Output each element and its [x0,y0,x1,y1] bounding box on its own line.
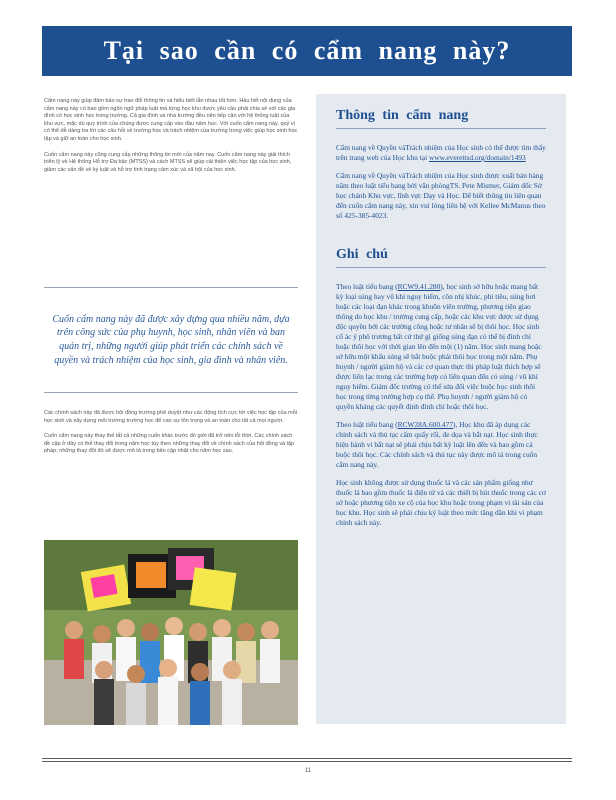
intro-paragraph-1: Cẩm nang này giúp đảm bảo sự trao đổi thông tin và hiểu biết lẫn nhau tốt hơn. Hầu hết nội dung của cẩm nang này có bao gồm ngôn ngữ pháp luật mà từng học khu được yêu cầu phải chia sẻ với các gia đình có học sinh học trong trường. Cả gia đình và nhà trường đều nên tiếp cận với hệ thống luật của khu vực, mặc dù quy trình của chúng được cung cấp vào đầu năm học. Với cuốn cẩm nang này, quý vị có thể dễ dàng tra lời các câu hỏi về trường học và trách nhiệm của trường trong việc giúp học sinh học tập và giữ an toàn cho học sinh. [44,98,298,142]
notes-paragraph-2-pre: Theo luật tiểu bang ( [336,420,398,429]
notes-paragraph-2 [336,420,546,470]
pull-quote [44,287,298,393]
rcw-weapons-link[interactable]: RCW9.41.280 [397,282,441,291]
info-heading: Thông tin cẩm nang [336,108,469,123]
intro-paragraph-2: Cuốn cẩm nang này cũng cung cấp những thông tin mới của năm nay. Cuốn cẩm nang này giải thích triển lý về Hệ thống Hỗ trợ Đa bậc (MTSS) và cách MTSS sẽ giúp cải thiện việc học tập của học sinh, giảm các vấn đề về kỷ luật và hỗ trợ tinh trạng cảm xúc và xã hội của học sinh. [44,151,292,173]
section-gap [336,229,546,247]
pull-quote-text: Cuốn cẩm nang này đã được xây dựng qua nhiều năm, dựa trên công sức của phụ huynh, học sinh, nhân viên và ban quản trị, những người giúp phát triển các chính sách về quyền và trách nhiệm của học sinh, gia đình và nhân viên. [52,313,290,366]
info-paragraph-2: Cẩm nang về Quyền vàTrách nhiệm của Học sinh được xuất bản hàng năm theo luật tiểu bang bởi văn phòngTS. Pete Mismer, Giám đốc Sở học chánh Khu vực, lĩnh vực Dạy và Học. Để biết thông tin liên quan đến cuốn cẩm nang này, xin vui lòng liên hệ với Kellee McManus theo số 425-385-4023. [336,171,546,220]
notes-paragraph-2-post: ), Học khu đã áp dụng các chính sách và thủ tục cấm quấy rối, đe dọa và bắt nạt. Học sinh thực hiện hành vi bắt nạt sẽ phải chịu bất kỳ luật lên đến và bao gồm cả buộc thôi học. Các chính sách và thủ tục này được mô tả trong cuốn cẩm nang này. [336,420,538,469]
page-title: Tại sao cần có cẩm nang này? [103,36,511,65]
notes-heading: Ghi chú [336,247,388,262]
policy-paragraph-2: Cuốn cẩm nang này thay thế tất cả những cuốn khác trước đó giới đã trở nên lỗi thời. Các chính sách đề cập ở đây có thể thay đổi trong năm học tùy theo những thay đổi về chính sách của hội đồng và lập pháp; những thay đổi đó sẽ được mô tả trong bản cập nhật cho năm học sau. [44,433,295,455]
notes-paragraph-1-post: ), học sinh sở hữu hoặc mang bất kỳ loại súng hay vũ khí nguy hiểm, côn nhị khúc, phi tiêu, súng hơi hoặc các loại đạn khác trong khuôn viên trường, phương tiện giao thông do học khu / trường cung cấp, hoặc các khu vực được sử dụng độc quyền bởi các trường công hoặc tư nhân sẽ bị thôi học. Học sinh cố ác ý phô trương bất cứ thứ gì giống súng đạn có thể bị đình chỉ hoặc thôi học với thời gian lên đến một (1) năm. Học sinh mang hoặc sở hữu một khẩu súng sẽ bắt buộc phải thôi học trong một năm. Phụ huynh / người giám hộ và các cơ quan thực thi pháp luật thích hợp sẽ được liên lạc trong các trường hợp có liên quan đến có súng / vũ khí nguy hiểm. Giám đốc trường có thể sửa đổi việc buộc học sinh thôi học trong từng trường hợp cụ thể. Phụ huynh / người giám hộ có quyền kháng các quyết định đình chỉ hoặc thôi học. [336,282,542,411]
heading-divider [336,128,546,129]
sidebar-content [336,108,546,536]
notes-paragraph-1 [336,282,546,412]
policy-column [44,410,298,464]
intro-column [44,98,298,182]
notes-paragraph-1-pre: Theo luật tiểu bang ( [336,282,398,291]
footer-rule [42,758,572,762]
notes-paragraph-3: Học sinh không được sử dụng thuốc lá và các sản phẩm giống như thuốc lá bao gồm thuốc lá điện tử và các thiết bị hút thuốc trong các cơ sở hoặc phương tiện xe cộ của học khu hoặc trong phạm vi tài sản của học khu. Học sinh sẽ phải chịu kỷ luật theo mức tăng dần khi vi phạm chính sách này. [336,478,546,527]
handbook-link[interactable]: www.everettsd.org/domain/1493 [428,153,526,162]
policy-paragraph-1: Các chính sách này đã được hội đồng trường phê duyệt như các động tích cực tới việc học tập của mỗi học sinh và xây dựng môi trường trường học để cao sự tôn trọng và an toàn cho tất cả mọi người. [44,410,298,424]
heading-divider [336,267,546,268]
rcw-bullying-link[interactable]: RCW28A.600.477 [397,420,454,429]
sidebar-panel [316,94,566,724]
page-number: 11 [304,768,312,774]
students-photo-illustration [44,540,298,725]
students-photo [44,540,298,725]
title-banner [42,26,572,76]
info-paragraph-1-text: Cẩm nang về Quyền vàTrách nhiệm của Học sinh có thể được tìm thấy trên trang web của Học khu tại [336,143,546,162]
info-paragraph-1 [336,143,546,163]
